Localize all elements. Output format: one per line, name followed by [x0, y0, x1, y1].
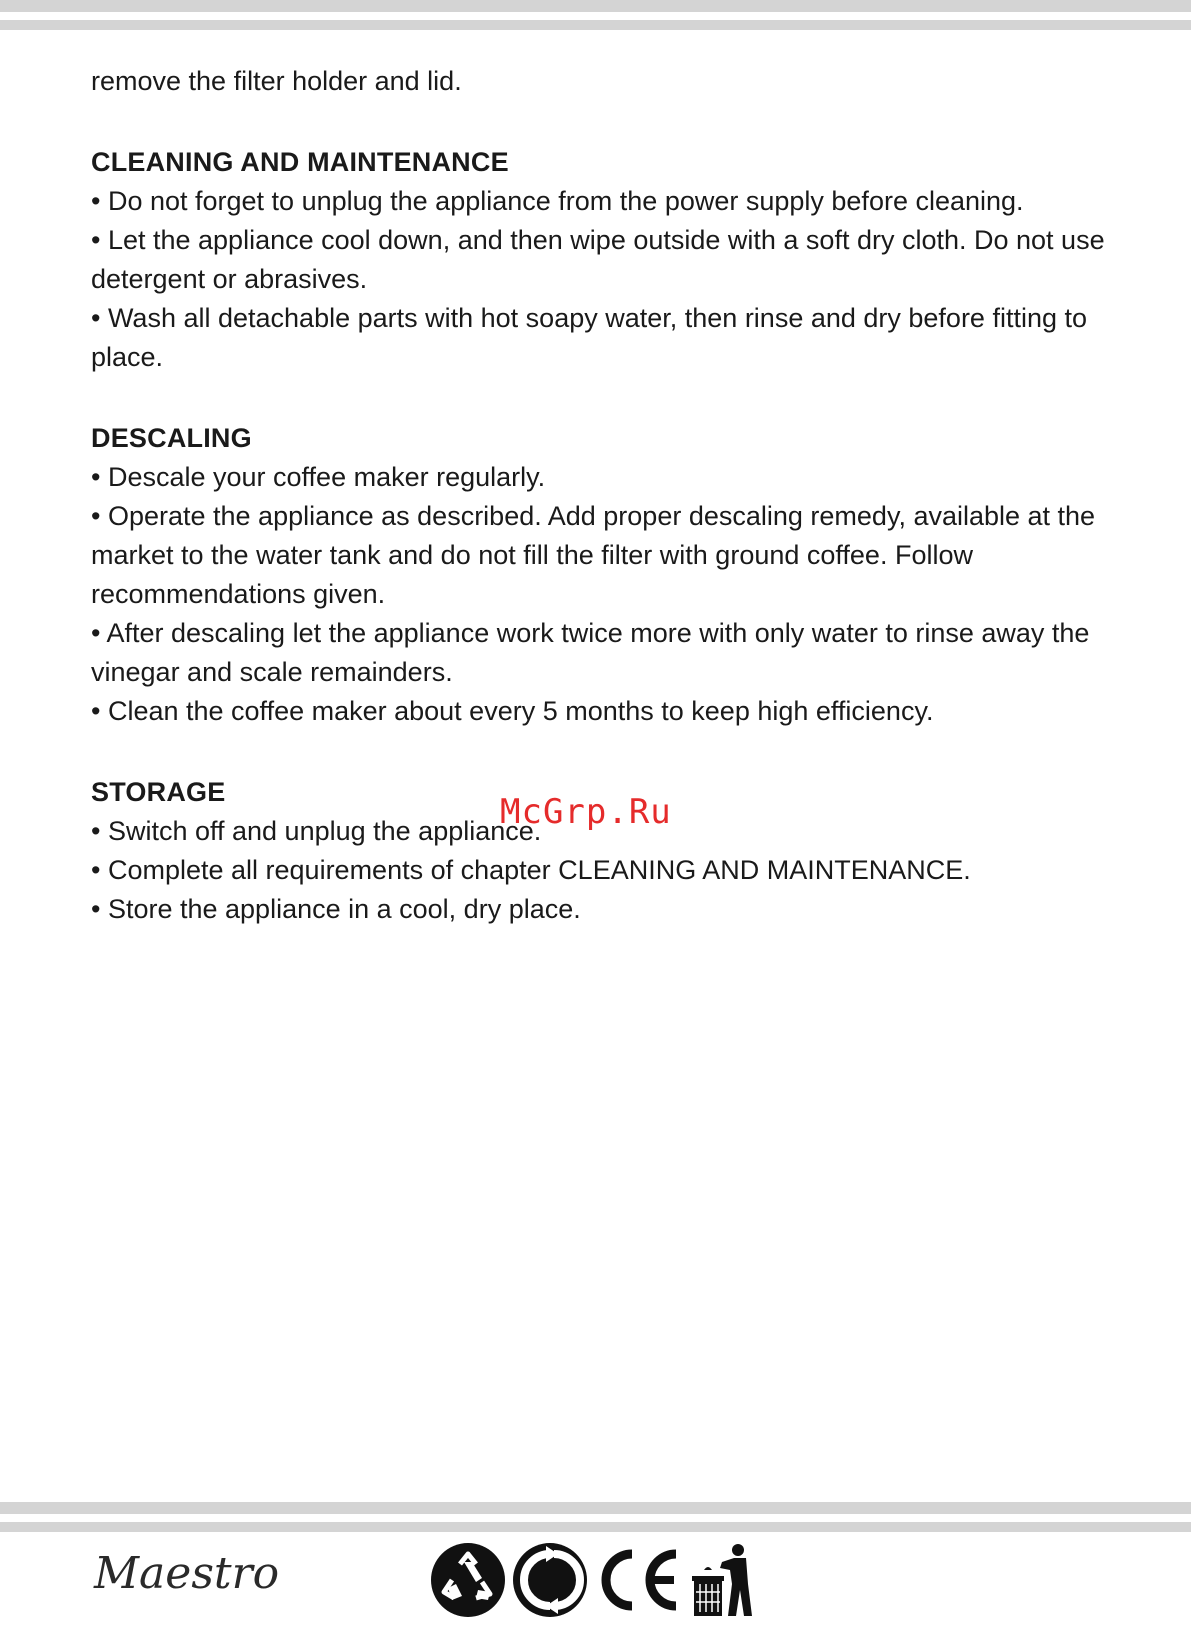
bullet-item: • Do not forget to unplug the appliance from the power supply before cleaning.: [91, 186, 1024, 216]
top-rule-2: [0, 20, 1191, 30]
bullet-item: • Wash all detachable parts with hot soapy water, then rinse and dry before fitting to place.: [91, 303, 1088, 372]
bullet-item: • Clean the coffee maker about every 5 months to keep high efficiency.: [91, 696, 934, 726]
section-descaling: [91, 419, 1111, 731]
section-heading: CLEANING AND MAINTENANCE: [91, 147, 509, 177]
bottom-rule-2: [0, 1522, 1191, 1532]
section-heading: STORAGE: [91, 777, 226, 807]
bullet-item: • Switch off and unplug the appliance.: [91, 816, 542, 846]
tidyman-bin-icon: [690, 1540, 760, 1620]
section-heading: DESCALING: [91, 423, 252, 453]
green-dot-icon: [512, 1542, 588, 1618]
top-rule-1: [0, 0, 1191, 12]
brand-logo: Maestro: [94, 1548, 280, 1599]
bullet-item: • After descaling let the appliance work twice more with only water to rinse away the vinegar and scale remainders.: [91, 618, 1090, 687]
bottom-rule-1: [0, 1502, 1191, 1514]
intro-line: remove the filter holder and lid.: [91, 66, 462, 96]
ce-mark-icon: [594, 1542, 684, 1618]
bullet-item: • Complete all requirements of chapter CLEANING AND MAINTENANCE.: [91, 855, 971, 885]
compliance-icons: [430, 1540, 760, 1620]
recycle-icon: [430, 1542, 506, 1618]
watermark: McGrp.Ru: [500, 792, 672, 832]
bullet-item: • Descale your coffee maker regularly.: [91, 462, 546, 492]
section-cleaning: [91, 143, 1111, 377]
bullet-item: • Let the appliance cool down, and then wipe outside with a soft dry cloth. Do not use detergent or abrasives.: [91, 225, 1105, 294]
bullet-item: • Store the appliance in a cool, dry place.: [91, 894, 581, 924]
bullet-item: • Operate the appliance as described. Add proper descaling remedy, available at the market to the water tank and do not fill the filter with ground coffee. Follow recommendations given.: [91, 501, 1096, 609]
